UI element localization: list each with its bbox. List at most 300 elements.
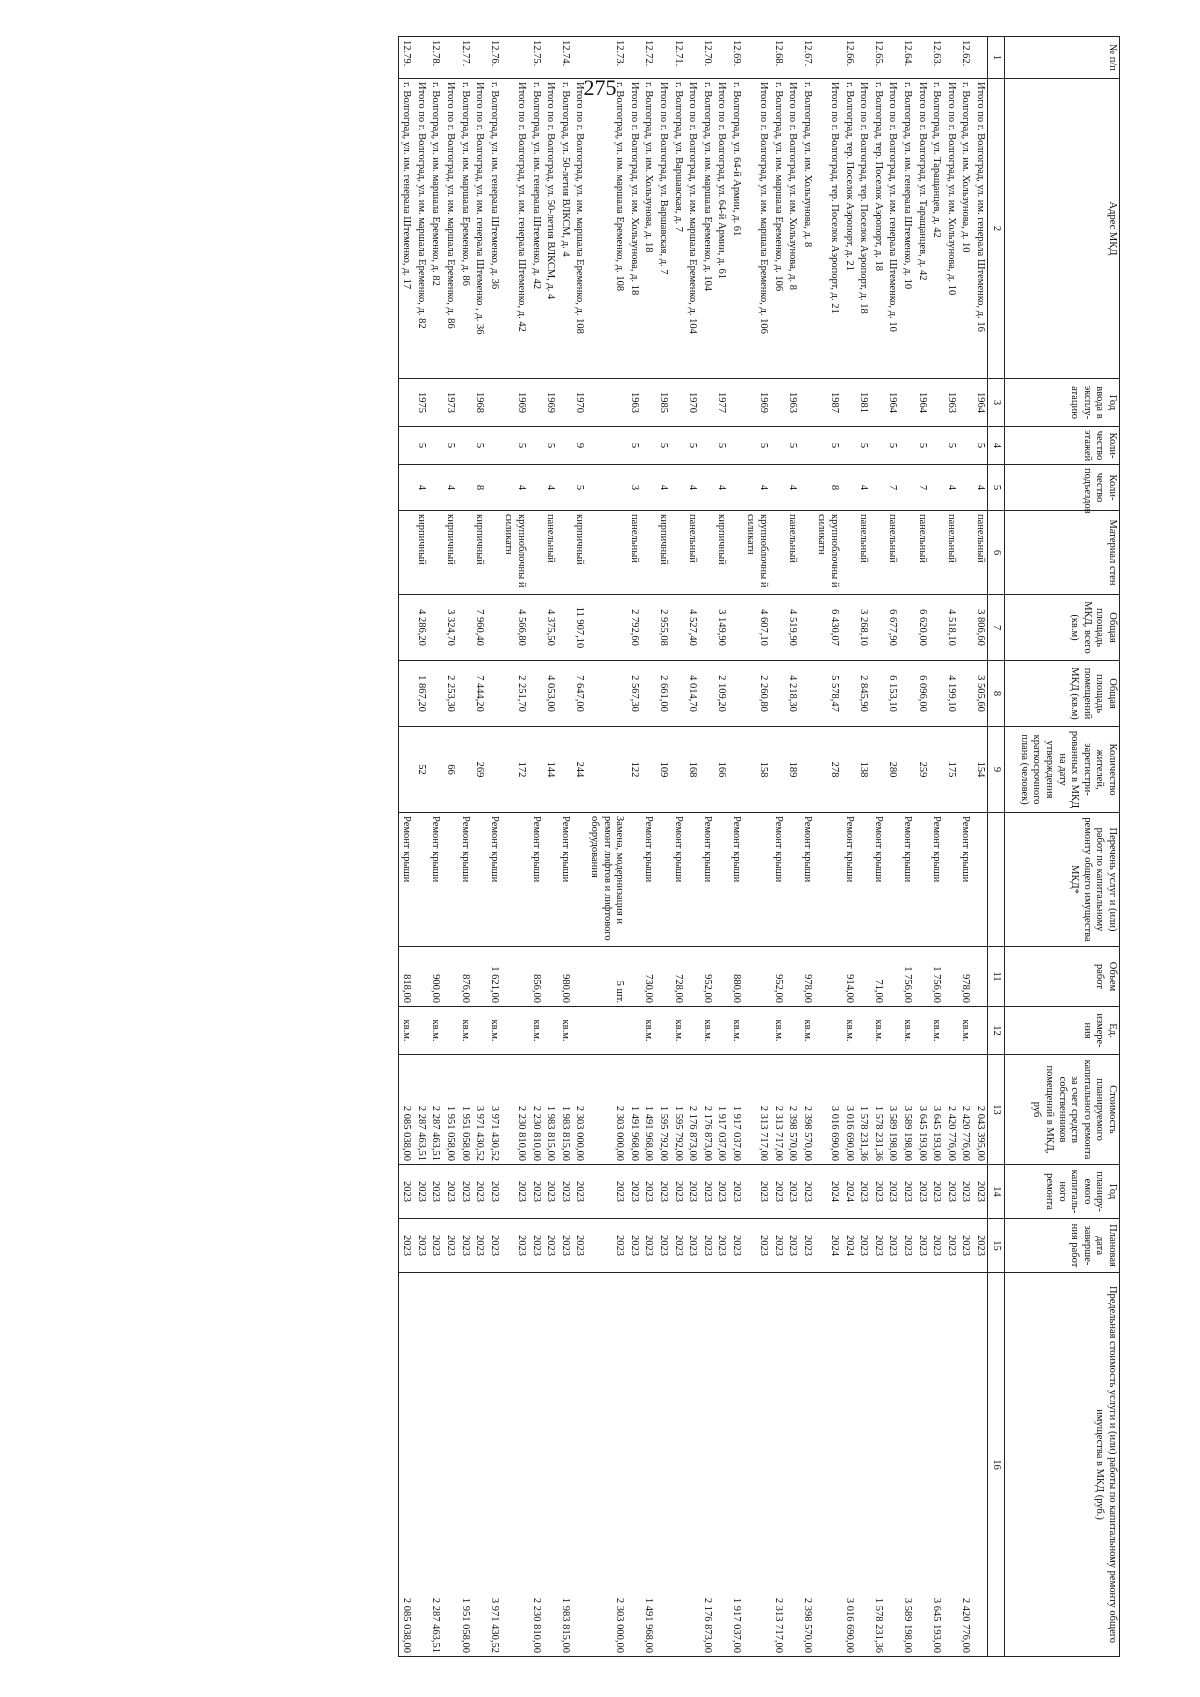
table-cell: 2023 — [699, 1219, 714, 1273]
table-cell: 2 287 463,51 — [428, 1055, 443, 1165]
table-cell — [699, 661, 714, 727]
table-cell: 3 324,70 — [442, 595, 457, 661]
column-number: 6 — [988, 511, 1005, 595]
table-cell: кирпичный — [442, 511, 457, 595]
table-cell — [785, 1273, 800, 1657]
table-cell: 6 096,00 — [914, 661, 929, 727]
table-cell: Итого по г. Волгоград, тер. Поселок Аэропорт, д. 21 — [814, 79, 841, 379]
table-cell: Ремонт крыши — [799, 813, 814, 947]
table-cell: 2023 — [870, 1219, 885, 1273]
table-cell: 2023 — [528, 1165, 543, 1219]
table-cell: г. Волгоград, ул. им. Хользунова, д. 10 — [958, 79, 973, 379]
table-cell: 12.66. — [841, 37, 856, 79]
table-cell — [770, 511, 785, 595]
table-cell — [958, 727, 973, 813]
table-cell — [943, 1007, 958, 1055]
table-cell: кв.м. — [799, 1007, 814, 1055]
table-cell: 7 960,40 — [472, 595, 487, 661]
table-row — [899, 37, 914, 1657]
table-cell — [743, 813, 770, 947]
table-cell: 2023 — [655, 1219, 670, 1273]
table-cell: 12.73. — [586, 37, 626, 79]
table-cell — [543, 1273, 558, 1657]
table-cell — [586, 727, 626, 813]
table-cell — [814, 1273, 841, 1657]
table-cell — [972, 37, 987, 79]
table-cell: 2 303 000,00 — [586, 1273, 626, 1657]
table-cell — [457, 727, 472, 813]
table-cell: 5 — [655, 427, 670, 465]
table-cell: 2023 — [572, 1165, 587, 1219]
table-cell: Итого по г. Волгоград, ул. Таращанцев, д. 42 — [914, 79, 929, 379]
table-cell — [486, 379, 501, 427]
column-number: 5 — [988, 465, 1005, 511]
column-number — [988, 813, 1005, 947]
table-cell — [428, 465, 443, 511]
table-cell — [870, 427, 885, 465]
table-cell: 2023 — [528, 1219, 543, 1273]
table-cell: Итого по г. Волгоград, ул. 64-й Армии, д. 61 — [714, 79, 729, 379]
table-cell — [486, 727, 501, 813]
table-cell: 2 313 717,00 — [770, 1055, 785, 1165]
table-cell: Ремонт крыши — [457, 813, 472, 947]
table-cell: 2023 — [770, 1165, 785, 1219]
table-cell — [770, 595, 785, 661]
table-cell: кв.м. — [728, 1007, 743, 1055]
table-cell: 1969 — [743, 379, 770, 427]
table-cell: Ремонт крыши — [670, 813, 685, 947]
table-cell — [958, 661, 973, 727]
table-cell: Итого по г. Волгоград, ул. им. генерала Штеменко , д. 36 — [472, 79, 487, 379]
table-cell — [428, 511, 443, 595]
table-cell — [586, 595, 626, 661]
table-cell: 5 — [743, 427, 770, 465]
table-cell — [743, 1273, 770, 1657]
table-cell: 172 — [501, 727, 528, 813]
table-cell: Ремонт крыши — [929, 813, 944, 947]
table-cell: 4 — [714, 465, 729, 511]
table-cell: 2023 — [626, 1219, 641, 1273]
table-cell: 2023 — [714, 1219, 729, 1273]
table-cell — [486, 465, 501, 511]
table-cell — [714, 813, 729, 947]
table-cell — [785, 813, 800, 947]
total-row — [501, 37, 528, 1657]
table-cell: 2023 — [870, 1165, 885, 1219]
table-cell: 2023 — [428, 1165, 443, 1219]
table-row — [699, 37, 714, 1657]
table-cell: 154 — [972, 727, 987, 813]
table-cell — [557, 427, 572, 465]
table-cell — [398, 727, 413, 813]
table-cell — [457, 511, 472, 595]
table-cell: 1 917 037,00 — [728, 1273, 743, 1657]
table-body — [398, 37, 987, 1657]
table-cell: 3 971 430,52 — [486, 1273, 501, 1657]
table-cell: 5 — [914, 427, 929, 465]
table-cell: 2 398 570,00 — [785, 1055, 800, 1165]
table-cell: 3 645 193,00 — [914, 1055, 929, 1165]
table-cell: Ремонт крыши — [770, 813, 785, 947]
table-cell — [728, 511, 743, 595]
table-cell — [929, 595, 944, 661]
total-row — [572, 37, 587, 1657]
table-cell: 4 286,20 — [413, 595, 428, 661]
table-row — [841, 37, 856, 1657]
table-cell: Итого по г. Волгоград, ул. им. генерала Штеменко, д. 42 — [501, 79, 528, 379]
table-cell: 2024 — [841, 1165, 856, 1219]
table-cell: 1 621,00 — [486, 947, 501, 1007]
table-cell: 2024 — [841, 1219, 856, 1273]
table-cell: 12.69. — [728, 37, 743, 79]
table-cell: 2023 — [899, 1219, 914, 1273]
table-cell — [972, 1007, 987, 1055]
table-cell — [557, 727, 572, 813]
table-cell: 2023 — [457, 1219, 472, 1273]
table-cell: 1964 — [914, 379, 929, 427]
table-cell: 1963 — [785, 379, 800, 427]
table-cell — [501, 813, 528, 947]
table-cell: 2023 — [586, 1165, 626, 1219]
table-cell — [472, 1273, 487, 1657]
table-cell — [543, 1007, 558, 1055]
table-cell: 1977 — [714, 379, 729, 427]
table-cell: 52 — [413, 727, 428, 813]
column-number: 7 — [988, 595, 1005, 661]
table-cell: 12.62. — [958, 37, 973, 79]
table-cell — [856, 37, 871, 79]
table-cell: 1969 — [501, 379, 528, 427]
table-cell: кирпичный — [572, 511, 587, 595]
table-cell — [586, 511, 626, 595]
column-header: Материал стен — [1005, 511, 1120, 595]
table-cell — [943, 947, 958, 1007]
table-cell: 12.64. — [899, 37, 914, 79]
column-number: 2 — [988, 79, 1005, 379]
table-cell: 2023 — [943, 1165, 958, 1219]
table-cell: 3 016 690,00 — [841, 1273, 856, 1657]
table-cell: 856,00 — [528, 947, 543, 1007]
table-cell — [428, 727, 443, 813]
table-cell — [943, 37, 958, 79]
table-cell: 244 — [572, 727, 587, 813]
table-cell: 12.70. — [699, 37, 714, 79]
table-cell: Ремонт крыши — [557, 813, 572, 947]
table-cell: панельный — [943, 511, 958, 595]
table-cell — [528, 661, 543, 727]
table-cell: 12.67. — [799, 37, 814, 79]
table-cell: 12.71. — [670, 37, 685, 79]
table-cell: 3 806,60 — [972, 595, 987, 661]
total-row — [472, 37, 487, 1657]
table-cell — [699, 727, 714, 813]
column-number: 14 — [988, 1165, 1005, 1219]
table-cell: 728,00 — [670, 947, 685, 1007]
table-cell — [958, 379, 973, 427]
table-cell: 3 589 198,00 — [899, 1055, 914, 1165]
table-cell — [670, 727, 685, 813]
column-header: Количество жителей, зарегистри-рованных в МКД на дату утверждения краткосрочного плана (человек) — [1005, 727, 1120, 813]
table-cell — [929, 427, 944, 465]
table-cell: 2023 — [398, 1219, 413, 1273]
table-cell — [543, 813, 558, 947]
table-cell: панельный — [626, 511, 641, 595]
table-cell — [743, 947, 770, 1007]
table-cell — [914, 1273, 929, 1657]
table-cell: г. Волгоград, ул. им. Хользунова, д. 8 — [799, 79, 814, 379]
table-cell: 1 917 037,00 — [714, 1055, 729, 1165]
table-cell — [785, 947, 800, 1007]
table-row — [586, 37, 626, 1657]
table-cell: 4 — [685, 465, 700, 511]
table-cell: 6 430,07 — [814, 595, 841, 661]
table-cell: г. Волгоград, ул. им. маршала Еременко, д. 106 — [770, 79, 785, 379]
table-cell: 5 — [543, 427, 558, 465]
table-cell — [557, 511, 572, 595]
table-cell: 6 677,90 — [885, 595, 900, 661]
table-cell — [501, 1273, 528, 1657]
table-cell: 168 — [685, 727, 700, 813]
table-cell — [641, 727, 656, 813]
table-cell: 2023 — [486, 1219, 501, 1273]
table-row — [641, 37, 656, 1657]
column-number-row — [988, 37, 1005, 1657]
table-cell — [870, 511, 885, 595]
table-cell — [413, 1273, 428, 1657]
table-cell: 2 398 570,00 — [799, 1273, 814, 1657]
table-cell — [528, 595, 543, 661]
table-cell — [528, 511, 543, 595]
table-cell: 2 420 776,00 — [958, 1273, 973, 1657]
table-cell: 2 085 038,00 — [398, 1055, 413, 1165]
table-cell: 12.75. — [528, 37, 543, 79]
column-header: Общая площадь МКД, всего (кв.м) — [1005, 595, 1120, 661]
table-cell: 9 — [572, 427, 587, 465]
table-cell: 4 — [856, 465, 871, 511]
table-cell: 2 567,30 — [626, 661, 641, 727]
table-cell — [799, 727, 814, 813]
table-cell — [572, 1273, 587, 1657]
table-cell: 2023 — [428, 1219, 443, 1273]
table-cell: 2 176 873,00 — [699, 1273, 714, 1657]
table-cell — [528, 727, 543, 813]
table-cell — [572, 813, 587, 947]
table-cell: 6 620,00 — [914, 595, 929, 661]
total-row — [685, 37, 700, 1657]
table-cell — [457, 465, 472, 511]
table-cell: кв.м. — [528, 1007, 543, 1055]
table-cell — [641, 661, 656, 727]
table-cell: Итого по г. Волгоград, ул. им. генерала Штеменко, д. 16 — [972, 79, 987, 379]
table-cell: 952,00 — [699, 947, 714, 1007]
table-cell: 2023 — [398, 1165, 413, 1219]
table-cell: 12.65. — [870, 37, 885, 79]
table-cell: 2024 — [814, 1165, 841, 1219]
table-cell: 3 016 690,00 — [841, 1055, 856, 1165]
table-cell: 2023 — [899, 1165, 914, 1219]
table-cell: г. Волгоград, ул. Таращанцев, д. 42 — [929, 79, 944, 379]
table-cell: 5 шт. — [586, 947, 626, 1007]
table-cell — [943, 1273, 958, 1657]
table-cell: 7 647,00 — [572, 661, 587, 727]
table-cell — [899, 511, 914, 595]
table-cell — [929, 661, 944, 727]
repair-plan-table — [398, 36, 1120, 1657]
table-cell: г. Волгоград, ул. 50-летия ВЛКСМ, д. 4 — [557, 79, 572, 379]
column-number: 16 — [988, 1273, 1005, 1657]
table-cell — [457, 427, 472, 465]
table-cell: 4 — [543, 465, 558, 511]
table-cell: 880,00 — [728, 947, 743, 1007]
table-cell: 2023 — [501, 1165, 528, 1219]
table-cell — [428, 661, 443, 727]
table-cell: крупноблочны й силикатн — [743, 511, 770, 595]
table-cell — [626, 1273, 641, 1657]
table-cell: 1 917 037,00 — [728, 1055, 743, 1165]
table-cell — [841, 511, 856, 595]
table-cell — [841, 661, 856, 727]
table-cell — [501, 947, 528, 1007]
rotated-page — [75, 36, 1120, 1656]
table-cell: кв.м. — [457, 1007, 472, 1055]
column-header: Год ввода в эксплу-атацию — [1005, 379, 1120, 427]
table-cell: 5 578,47 — [814, 661, 841, 727]
table-cell — [885, 947, 900, 1007]
table-cell: 900,00 — [428, 947, 443, 1007]
table-cell — [528, 379, 543, 427]
table-cell: Итого по г. Волгоград, ул. им. маршала Еременко, д. 82 — [413, 79, 428, 379]
table-cell — [641, 511, 656, 595]
table-cell: 2 420 776,00 — [943, 1055, 958, 1165]
table-cell — [670, 427, 685, 465]
table-cell: 1 756,00 — [899, 947, 914, 1007]
table-cell: 2023 — [442, 1165, 457, 1219]
table-row — [728, 37, 743, 1657]
table-cell: панельный — [685, 511, 700, 595]
column-header: Стоимость планируемого капитального ремонта за счет средств собственников помещений в МКД, руб — [1005, 1055, 1120, 1165]
table-cell — [398, 595, 413, 661]
table-cell — [472, 813, 487, 947]
table-cell: 2 398 570,00 — [799, 1055, 814, 1165]
total-row — [626, 37, 641, 1657]
table-cell: 2023 — [770, 1219, 785, 1273]
table-cell — [626, 37, 641, 79]
table-cell: 4 014,70 — [685, 661, 700, 727]
table-cell: 2023 — [670, 1219, 685, 1273]
table-cell — [398, 379, 413, 427]
table-cell: 6 153,10 — [885, 661, 900, 727]
table-cell — [856, 1273, 871, 1657]
table-cell — [714, 947, 729, 1007]
column-number: 13 — [988, 1055, 1005, 1165]
table-cell: Итого по г. Волгоград, ул. им. Хользунова, д. 18 — [626, 79, 641, 379]
table-cell: 818,00 — [398, 947, 413, 1007]
table-cell — [770, 465, 785, 511]
table-cell: 1968 — [472, 379, 487, 427]
table-cell — [442, 947, 457, 1007]
table-cell — [728, 379, 743, 427]
table-cell: 2023 — [943, 1219, 958, 1273]
column-header: Ед. измере-ния — [1005, 1007, 1120, 1055]
table-cell — [472, 947, 487, 1007]
table-cell: 3 589 198,00 — [899, 1273, 914, 1657]
table-cell: 3 — [626, 465, 641, 511]
table-cell — [699, 465, 714, 511]
column-header: Объем работ — [1005, 947, 1120, 1007]
table-cell — [472, 1007, 487, 1055]
table-cell — [799, 379, 814, 427]
table-cell: 3 589 198,00 — [885, 1055, 900, 1165]
table-cell: 2023 — [856, 1219, 871, 1273]
table-cell — [899, 595, 914, 661]
table-cell — [814, 37, 841, 79]
table-cell — [586, 427, 626, 465]
table-cell: Ремонт крыши — [398, 813, 413, 947]
table-cell — [899, 465, 914, 511]
table-cell — [641, 427, 656, 465]
table-cell: 138 — [856, 727, 871, 813]
table-cell: 1 578 231,36 — [870, 1055, 885, 1165]
table-cell — [714, 1007, 729, 1055]
table-cell: 4 519,90 — [785, 595, 800, 661]
table-cell: 2 845,90 — [856, 661, 871, 727]
table-cell: 7 444,20 — [472, 661, 487, 727]
table-cell: Ремонт крыши — [841, 813, 856, 947]
table-cell: 2023 — [543, 1219, 558, 1273]
table-cell — [670, 595, 685, 661]
table-cell: Итого по г. Волгоград, ул. 50-летия ВЛКСМ, д. 4 — [543, 79, 558, 379]
table-cell: г. Волгоград, ул. им. генерала Штеменко, д. 10 — [899, 79, 914, 379]
table-cell: 4 — [413, 465, 428, 511]
total-row — [655, 37, 670, 1657]
table-cell: 12.72. — [641, 37, 656, 79]
table-cell — [655, 1273, 670, 1657]
table-cell: кирпичный — [413, 511, 428, 595]
table-cell — [501, 1007, 528, 1055]
table-cell: 1 983 815,00 — [557, 1273, 572, 1657]
table-cell: 2 109,20 — [714, 661, 729, 727]
table-cell: 2023 — [914, 1165, 929, 1219]
table-cell: 2023 — [641, 1165, 656, 1219]
table-cell: 189 — [785, 727, 800, 813]
table-cell — [641, 379, 656, 427]
table-cell — [743, 1007, 770, 1055]
table-cell: 952,00 — [770, 947, 785, 1007]
table-cell: панельный — [785, 511, 800, 595]
table-cell — [543, 37, 558, 79]
table-cell: 5 — [413, 427, 428, 465]
table-cell: 2 661,00 — [655, 661, 670, 727]
table-cell: 914,00 — [841, 947, 856, 1007]
table-cell: 278 — [814, 727, 841, 813]
table-cell: 1 578 231,36 — [870, 1273, 885, 1657]
table-row — [799, 37, 814, 1657]
table-cell: Итого по г. Волгоград, ул. им. Хользунова, д. 8 — [785, 79, 800, 379]
table-cell: 5 — [685, 427, 700, 465]
table-cell: 2023 — [670, 1165, 685, 1219]
column-header: Год планиру-емого капиталь-ного ремонта — [1005, 1165, 1120, 1219]
table-cell: 2 260,80 — [743, 661, 770, 727]
table-cell — [958, 465, 973, 511]
table-cell: 4 — [943, 465, 958, 511]
table-cell: 1 491 968,00 — [641, 1273, 656, 1657]
table-cell — [785, 37, 800, 79]
table-row — [929, 37, 944, 1657]
table-cell — [572, 947, 587, 1007]
table-cell: Итого по г. Волгоград, ул. им. маршала Еременко, д. 104 — [685, 79, 700, 379]
table-cell: 66 — [442, 727, 457, 813]
table-cell: 2023 — [972, 1165, 987, 1219]
